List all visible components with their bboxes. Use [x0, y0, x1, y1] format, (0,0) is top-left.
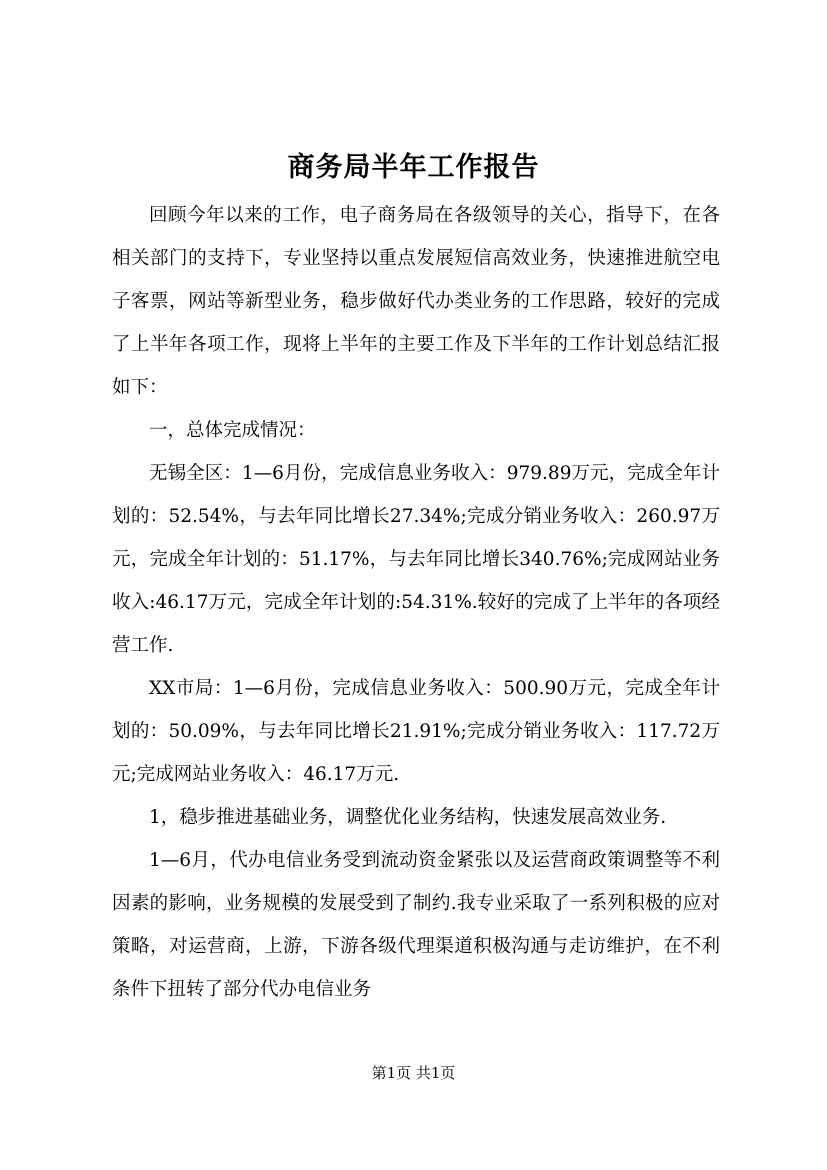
document-body [112, 194, 720, 1011]
paragraph-section-heading: 一，总体完成情况： [149, 420, 316, 441]
paragraph-subheading-1: 1，稳步推进基础业务，调整优化业务结构，快速发展高效业务. [149, 807, 667, 828]
paragraph-city-results: XX市局：1—6月份，完成信息业务收入：500.90万元，完成全年计划的：50.09%，与去年同比增长21.91%;完成分销业务收入：117.72万元;完成网站业务收入：46.17万元. [112, 678, 720, 785]
document-title: 商务局半年工作报告 [287, 152, 540, 183]
page-footer: 第1页 共1页 [371, 1064, 456, 1082]
paragraph-wuxi-results: 无锡全区：1—6月份，完成信息业务收入：979.89万元，完成全年计划的：52.54%，与去年同比增长27.34%;完成分销业务收入：260.97万元，完成全年计划的：51.17%，与去年同比增长340.76%;完成网站业务收入:46.17万元，完成全年计划的:54.31%.较好的完成了上半年的各项经营工作. [112, 463, 720, 656]
paragraph-intro: 回顾今年以来的工作，电子商务局在各级领导的关心，指导下，在各相关部门的支持下，专业坚持以重点发展短信高效业务，快速推进航空电子客票，网站等新型业务，稳步做好代办类业务的工作思路，较好的完成了上半年各项工作，现将上半年的主要工作及下半年的工作计划总结汇报如下： [112, 205, 720, 398]
paragraph-agency-business: 1—6月，代办电信业务受到流动资金紧张以及运营商政策调整等不利因素的影响，业务规模的发展受到了制约.我专业采取了一系列积极的应对策略，对运营商，上游，下游各级代理渠道积极沟通与走访维护，在不利条件下扭转了部分代办电信业务 [112, 850, 720, 1000]
